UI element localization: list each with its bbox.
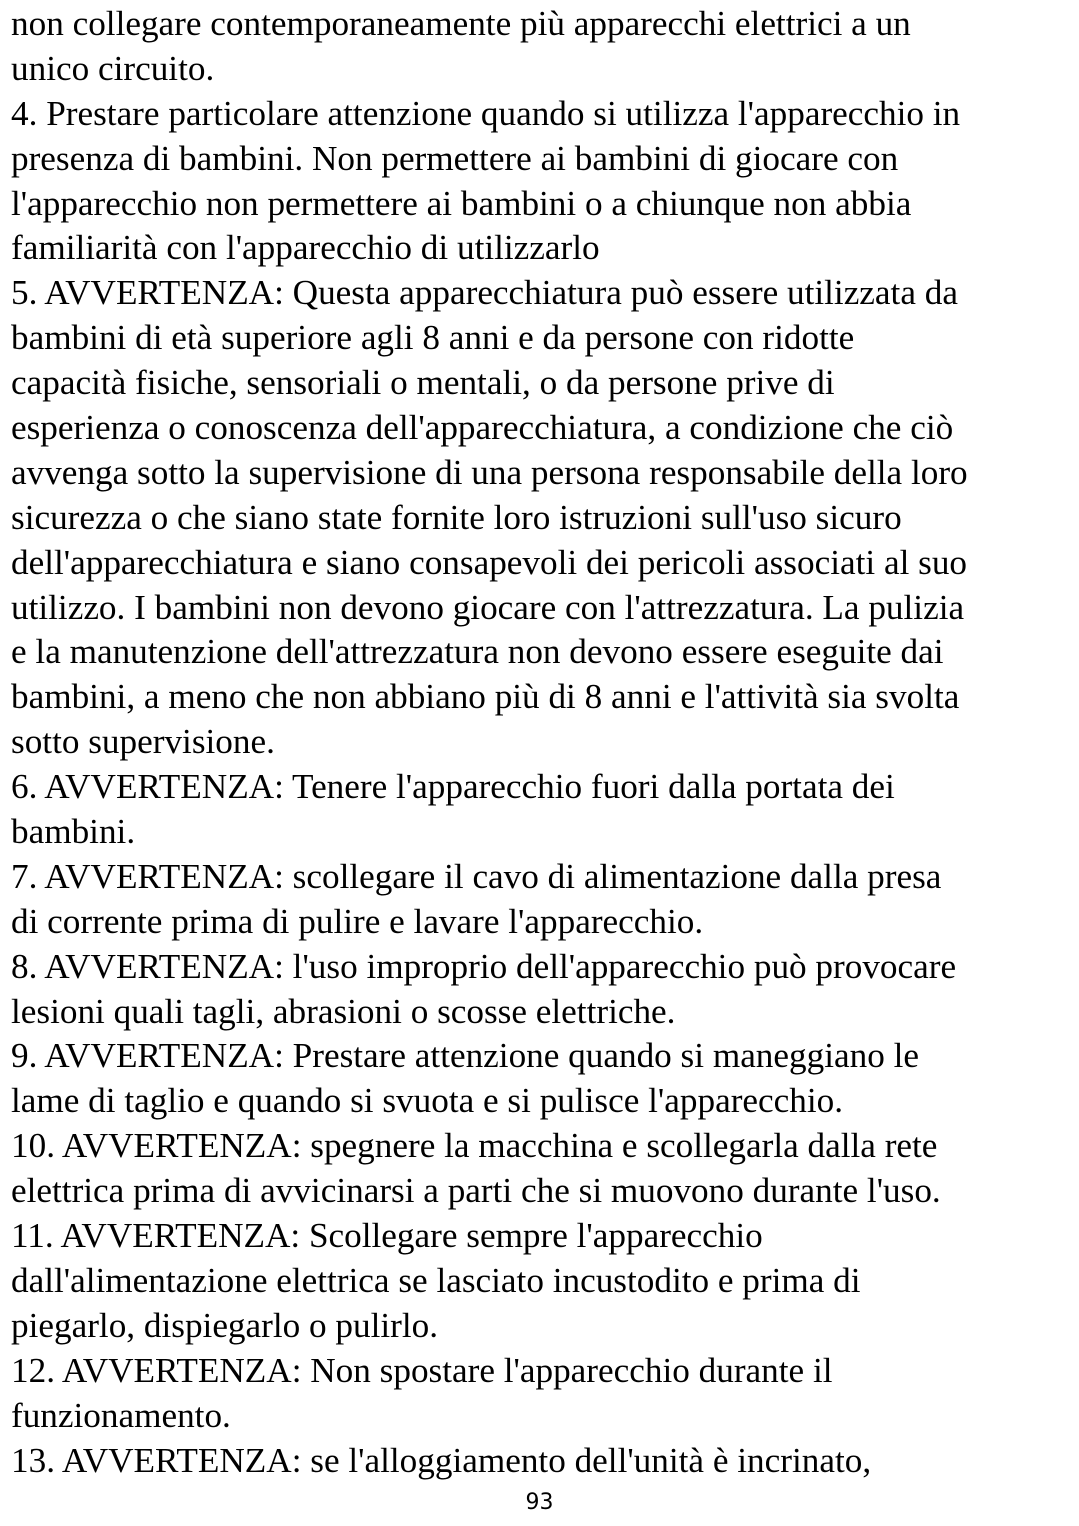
text-line: bambini, a meno che non abbiano più di 8 anni e l'attività sia svolta: [11, 677, 960, 717]
text-line: elettrica prima di avvicinarsi a parti che si muovono durante l'uso.: [11, 1171, 941, 1211]
page-number: 93: [525, 1490, 554, 1515]
text-line: 6. AVVERTENZA: Tenere l'apparecchio fuori dalla portata dei: [11, 767, 895, 807]
text-line: 8. AVVERTENZA: l'uso improprio dell'apparecchio può provocare: [11, 946, 957, 986]
text-line: di corrente prima di pulire e lavare l'apparecchio.: [11, 901, 704, 941]
text-line: 13. AVVERTENZA: se l'alloggiamento dell'unità è incrinato,: [11, 1440, 872, 1480]
text-line: avvenga sotto la supervisione di una persona responsabile della loro: [11, 452, 968, 492]
text-line: presenza di bambini. Non permettere ai bambini di giocare con: [11, 138, 899, 178]
text-line: utilizzo. I bambini non devono giocare con l'attrezzatura. La pulizia: [11, 587, 965, 627]
text-line: unico circuito.: [11, 48, 215, 88]
text-line: lame di taglio e quando si svuota e si pulisce l'apparecchio.: [11, 1081, 844, 1121]
text-line: 4. Prestare particolare attenzione quando si utilizza l'apparecchio in: [11, 93, 961, 133]
text-line: 10. AVVERTENZA: spegnere la macchina e scollegarla dalla rete: [11, 1126, 938, 1166]
document-body: [11, 2, 1073, 1483]
text-line: dell'apparecchiatura e siano consapevoli dei pericoli associati al suo: [11, 542, 968, 582]
text-line: 12. AVVERTENZA: Non spostare l'apparecchio durante il: [11, 1350, 833, 1390]
text-line: dall'alimentazione elettrica se lasciato incustodito e prima di: [11, 1260, 861, 1300]
text-line: piegarlo, dispiegarlo o pulirlo.: [11, 1305, 439, 1345]
text-line: familiarità con l'apparecchio di utilizzarlo: [11, 228, 600, 268]
text-line: bambini.: [11, 812, 136, 852]
text-line: capacità fisiche, sensoriali o mentali, o da persone prive di: [11, 363, 835, 403]
text-line: 11. AVVERTENZA: Scollegare sempre l'apparecchio: [11, 1216, 763, 1256]
text-line: sotto supervisione.: [11, 722, 275, 762]
text-line: e la manutenzione dell'attrezzatura non devono essere eseguite dai: [11, 632, 944, 672]
text-line: esperienza o conoscenza dell'apparecchiatura, a condizione che ciò: [11, 408, 954, 448]
text-line: 9. AVVERTENZA: Prestare attenzione quando si maneggiano le: [11, 1036, 919, 1076]
text-line: funzionamento.: [11, 1395, 231, 1435]
text-line: sicurezza o che siano state fornite loro istruzioni sull'uso sicuro: [11, 497, 902, 537]
text-line: lesioni quali tagli, abrasioni o scosse elettriche.: [11, 991, 676, 1031]
text-line: 7. AVVERTENZA: scollegare il cavo di alimentazione dalla presa: [11, 856, 942, 896]
text-line: non collegare contemporaneamente più apparecchi elettrici a un: [11, 4, 911, 43]
text-line: bambini di età superiore agli 8 anni e da persone con ridotte: [11, 318, 855, 358]
text-line: l'apparecchio non permettere ai bambini o a chiunque non abbia: [11, 183, 912, 223]
text-line: 5. AVVERTENZA: Questa apparecchiatura può essere utilizzata da: [11, 273, 958, 313]
